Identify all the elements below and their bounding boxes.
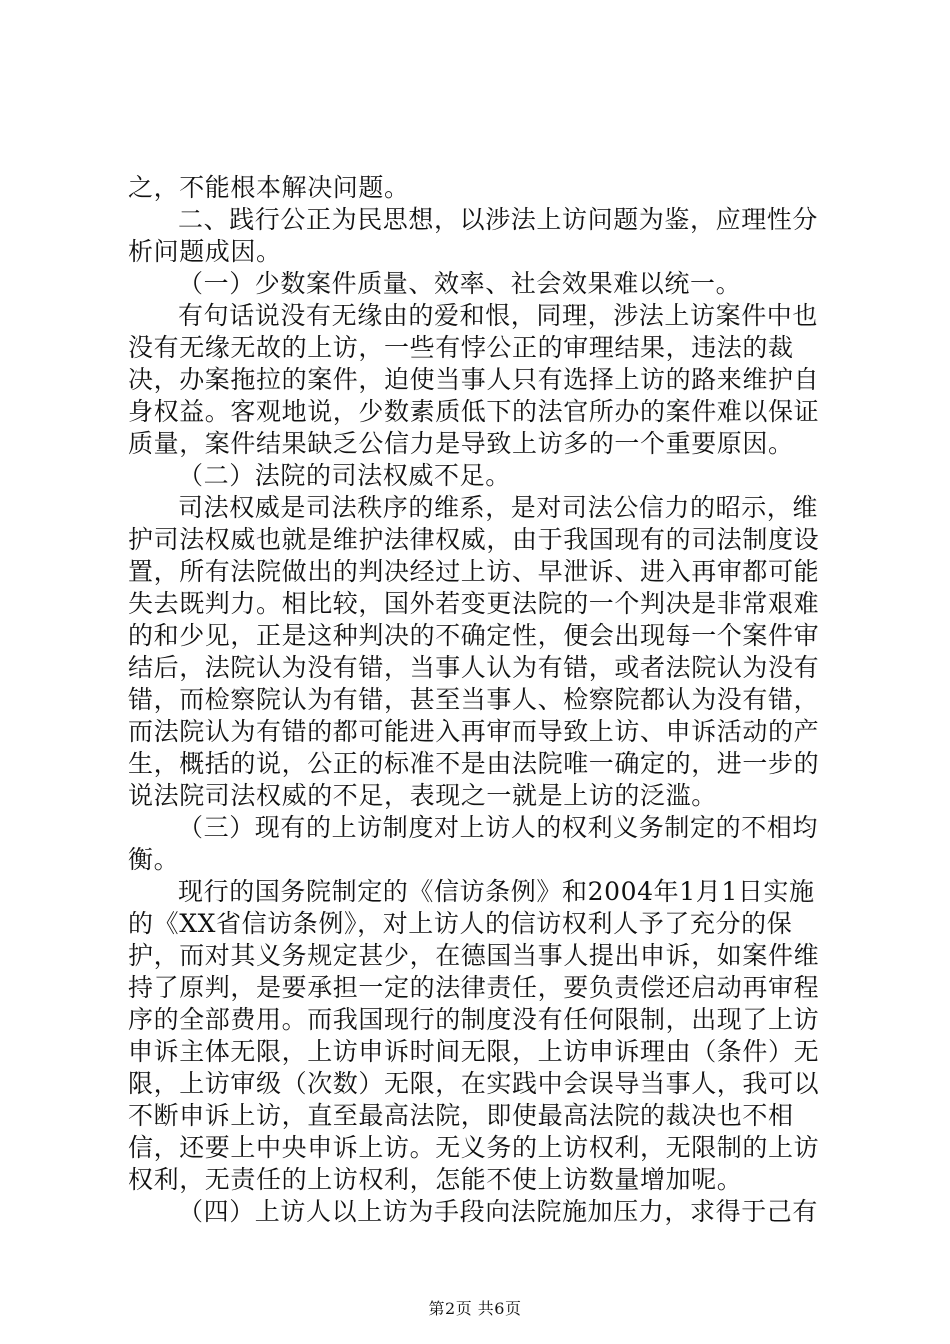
paragraph-7: 现行的国务院制定的《信访条例》和2004年1月1日实施的《XX省信访条例》，对上访人的信访权利人予了充分的保护，而对其义务规定甚少，在德国当事人提出申诉，如案件维持了原判，是要承担一定的法律责任，要负责偿还启动再审程序的全部费用。而我国现行的制度没有任何限制，出现了上访申诉主体无限，上访申诉时间无限，上访申诉理由（条件）无限，上访审级（次数）无限，在实践中会误导当事人，我可以不断申诉上访，直至最高法院，即使最高法院的裁决也不相信，还要上中央申诉上访。无义务的上访权利，无限制的上访权利，无责任的上访权利，怎能不使上访数量增加呢。 (128, 877, 820, 1194)
paragraph-3: 有句话说没有无缘由的爱和恨，同理，涉法上访案件中也没有无缘无故的上访，一些有悖公正的审理结果，违法的裁决，办案拖拉的案件，迫使当事人只有选择上访的路来维护自身权益。客观地说，少数素质低下的法官所办的案件难以保证质量，案件结果缺乏公信力是导致上访多的一个重要原因。 (128, 301, 820, 458)
paragraph-6: （三）现有的上访制度对上访人的权利义务制定的不相均衡。 (128, 813, 819, 874)
page-footer: 第2页 共6页 (428, 1299, 522, 1318)
paragraph-2: （一）少数案件质量、效率、社会效果难以统一。 (178, 269, 742, 298)
body-text (128, 172, 840, 1228)
paragraph-1: 二、践行公正为民思想，以涉法上访问题为鉴，应理性分析问题成因。 (128, 205, 819, 266)
paragraph-4: （二）法院的司法权威不足。 (178, 461, 511, 490)
paragraph-8: （四）上访人以上访为手段向法院施加压力，求得于己有 (178, 1197, 819, 1226)
paragraph-0: 之，不能根本解决问题。 (128, 173, 410, 202)
paragraph-5: 司法权威是司法秩序的维系，是对司法公信力的昭示，维护司法权威也就是维护法律权威，由于我国现有的司法制度设置，所有法院做出的判决经过上访、早泄诉、进入再审都可能失去既判力。相比较，国外若变更法院的一个判决是非常艰难的和少见，正是这种判决的不确定性，便会出现每一个案件审结后，法院认为没有错，当事人认为有错，或者法院认为没有错，而检察院认为有错，甚至当事人、检察院都认为没有错，而法院认为有错的都可能进入再审而导致上访、申诉活动的产生，概括的说，公正的标准不是由法院唯一确定的，进一步的说法院司法权威的不足，表现之一就是上访的泛滥。 (128, 493, 820, 810)
